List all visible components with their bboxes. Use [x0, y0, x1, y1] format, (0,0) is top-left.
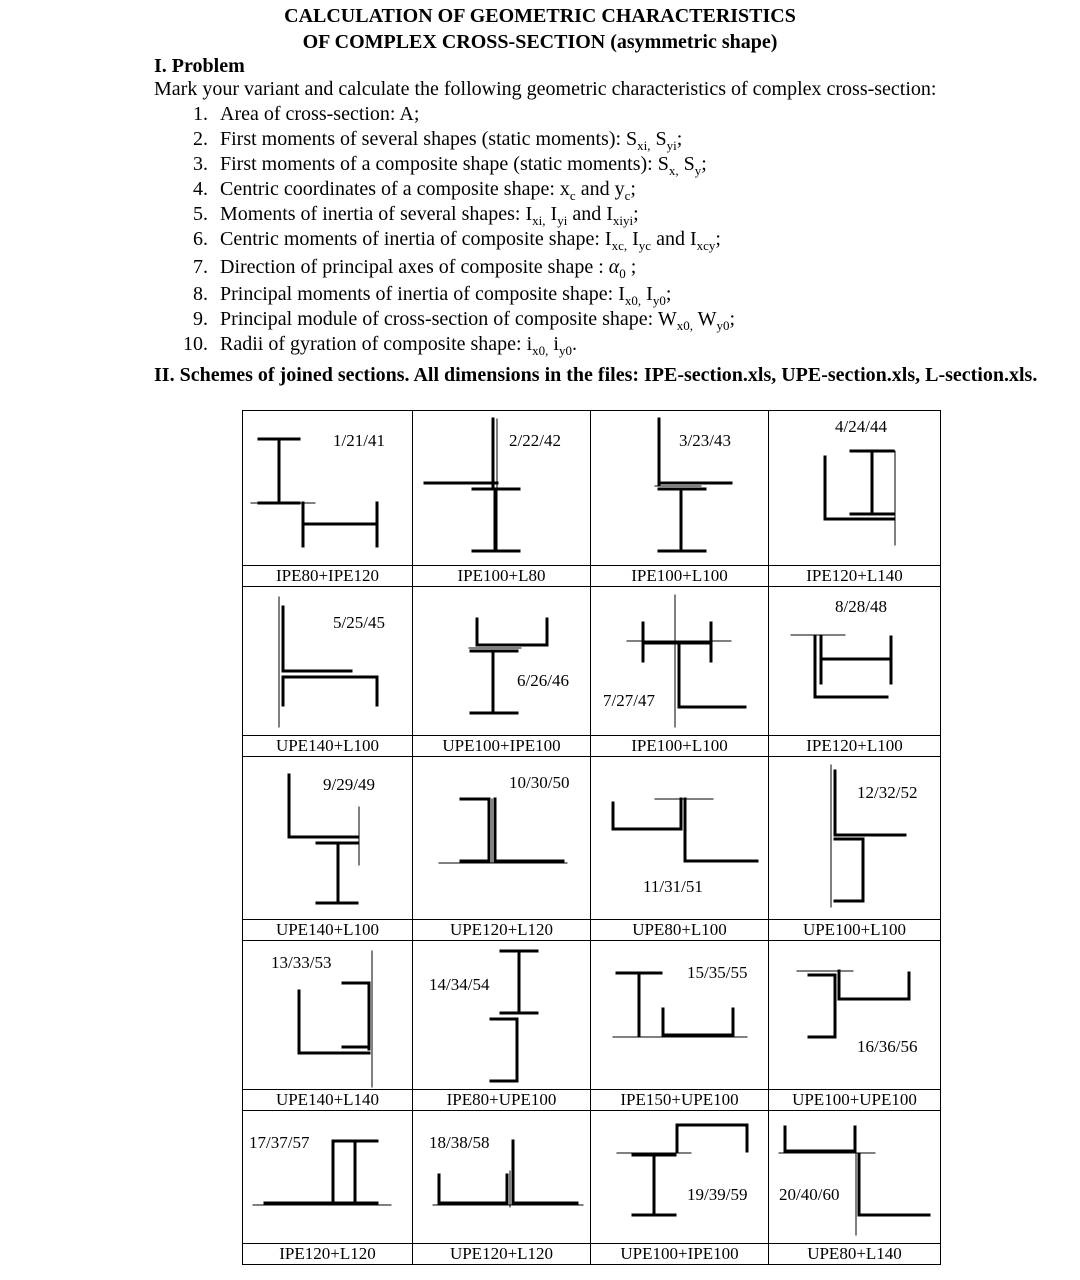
scheme-drawing: [243, 411, 413, 567]
variant-label: 19/39/59: [687, 1185, 748, 1204]
variant-label: 3/23/43: [679, 431, 731, 450]
scheme-cell-10: [413, 757, 591, 941]
scheme-cell-13: [243, 941, 413, 1111]
scheme-cell-9: [243, 757, 413, 941]
variant-label: 12/32/52: [857, 783, 918, 802]
variant-label: 13/33/53: [271, 953, 332, 972]
section-caption: UPE140+L100: [243, 735, 412, 756]
scheme-drawing: [591, 1111, 769, 1245]
variant-label: 2/22/42: [509, 431, 561, 450]
variant-label: 20/40/60: [779, 1185, 840, 1204]
section-caption: IPE80+IPE120: [243, 565, 412, 586]
scheme-drawing: [413, 411, 591, 567]
scheme-cell-14: [413, 941, 591, 1111]
variant-label: 16/36/56: [857, 1037, 918, 1056]
variant-label: 10/30/50: [509, 773, 570, 792]
scheme-cell-11: [591, 757, 769, 941]
scheme-drawing: [769, 1111, 941, 1245]
variant-label: 7/27/47: [603, 691, 655, 710]
section-caption: IPE100+L100: [591, 565, 768, 586]
section-caption: UPE100+IPE100: [413, 735, 590, 756]
scheme-drawing: [413, 1111, 591, 1245]
schemes-heading: II. Schemes of joined sections. All dimensions in the files: IPE-section.xls, UPE-section.xls, L-section.xls.: [154, 364, 1038, 386]
scheme-cell-12: [769, 757, 941, 941]
list-item: 10. Radii of gyration of composite shape: $i_{x0,}$ $i_{y0}$.: [183, 333, 577, 358]
section-caption: UPE120+L120: [413, 1243, 590, 1264]
section-caption: IPE100+L80: [413, 565, 590, 586]
variant-label: 18/38/58: [429, 1133, 490, 1152]
scheme-cell-19: [591, 1111, 769, 1265]
scheme-cell-3: [591, 411, 769, 587]
section-caption: IPE120+L100: [769, 735, 940, 756]
list-item: 6. Centric moments of inertia of composite shape: $I_{xc,}$ $I_{yc}$ and $I_{xcy}$;: [193, 228, 721, 253]
variant-label: 9/29/49: [323, 775, 375, 794]
list-item: 8. Principal moments of inertia of composite shape: $I_{x0,}$ $I_{y0}$;: [193, 283, 672, 308]
section-caption: UPE140+L100: [243, 919, 412, 940]
section-caption: UPE100+L100: [769, 919, 940, 940]
scheme-drawing: [769, 941, 941, 1091]
scheme-drawing: [769, 757, 941, 921]
scheme-drawing: [413, 587, 591, 737]
scheme-cell-1: [243, 411, 413, 587]
section-caption: UPE80+L100: [591, 919, 768, 940]
list-item: 2. First moments of several shapes (static moments): $S_{xi,}$ $S_{yi}$;: [193, 128, 683, 153]
section-caption: IPE120+L140: [769, 565, 940, 586]
section-caption: UPE100+IPE100: [591, 1243, 768, 1264]
list-item: 7. Direction of principal axes of composite shape : $\alpha_0$ ;: [193, 256, 637, 281]
scheme-cell-2: [413, 411, 591, 587]
variant-label: 1/21/41: [333, 431, 385, 450]
scheme-cell-4: [769, 411, 941, 587]
list-item: 5. Moments of inertia of several shapes: $I_{xi,}$ $I_{yi}$ and $I_{xiyi}$;: [193, 203, 639, 228]
scheme-drawing: [243, 1111, 413, 1245]
section-caption: UPE140+L140: [243, 1089, 412, 1110]
scheme-drawing: [413, 941, 591, 1091]
variant-label: 5/25/45: [333, 613, 385, 632]
variant-label: 11/31/51: [643, 877, 703, 896]
list-item: 9. Principal module of cross-section of composite shape: $W_{x0,}$ $W_{y0}$;: [193, 308, 736, 333]
scheme-cell-16: [769, 941, 941, 1111]
scheme-cell-20: [769, 1111, 941, 1265]
variant-label: 14/34/54: [429, 975, 490, 994]
section-caption: UPE100+UPE100: [769, 1089, 940, 1110]
scheme-cell-17: [243, 1111, 413, 1265]
scheme-cell-6: [413, 587, 591, 757]
page-title-line-1: CALCULATION OF GEOMETRIC CHARACTERISTICS: [284, 5, 796, 27]
section-caption: IPE100+L100: [591, 735, 768, 756]
list-item: 3. First moments of a composite shape (static moments): $S_{x,}$ $S_y$;: [193, 153, 707, 178]
scheme-drawing: [591, 587, 769, 737]
page-title-line-2: OF COMPLEX CROSS-SECTION (asymmetric shape): [302, 31, 778, 53]
section-caption: UPE120+L120: [413, 919, 590, 940]
list-item: 4. Centric coordinates of a composite shape: $x_c$ and $y_c$;: [193, 178, 636, 203]
variant-label: 4/24/44: [835, 417, 887, 436]
problem-heading: I. Problem: [154, 55, 245, 77]
section-caption: IPE80+UPE100: [413, 1089, 590, 1110]
schemes-grid: [242, 410, 941, 1265]
variant-label: 8/28/48: [835, 597, 887, 616]
characteristics-list: [154, 102, 735, 357]
scheme-cell-7: [591, 587, 769, 757]
scheme-cell-8: [769, 587, 941, 757]
scheme-cell-15: [591, 941, 769, 1111]
variant-label: 17/37/57: [249, 1133, 310, 1152]
list-item: 1. Area of cross-section: A;: [193, 103, 420, 125]
section-caption: IPE120+L120: [243, 1243, 412, 1264]
scheme-cell-5: [243, 587, 413, 757]
scheme-drawing: [243, 587, 413, 737]
variant-label: 6/26/46: [517, 671, 569, 690]
section-caption: UPE80+L140: [769, 1243, 940, 1264]
section-caption: IPE150+UPE100: [591, 1089, 768, 1110]
variant-label: 15/35/55: [687, 963, 748, 982]
problem-intro: Mark your variant and calculate the following geometric characteristics of complex cross-section:: [154, 78, 937, 100]
scheme-cell-18: [413, 1111, 591, 1265]
